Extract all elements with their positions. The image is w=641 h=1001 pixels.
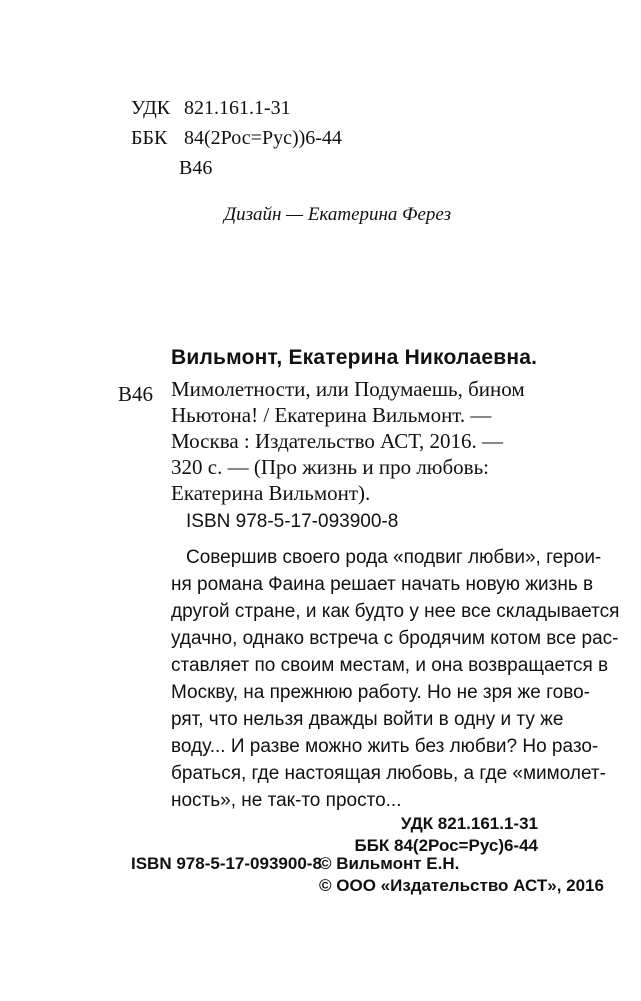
bottom-bbk: ББК 84(2Рос=Рус)6-44 [354, 836, 538, 855]
author-heading: Вильмонт, Екатерина Николаевна. [171, 346, 538, 369]
copyright-publisher: © ООО «Издательство АСТ», 2016 [319, 876, 604, 895]
annotation-line: Совершив своего рода «подвиг любви», герои- [186, 547, 602, 568]
annotation-line: рят, что нельзя дважды войти в одну и ту же [171, 709, 564, 730]
bbk-value: 84(2Рос=Рус))6-44 [184, 127, 342, 149]
bibliographic-line-2: Ньютона! / Екатерина Вильмонт. — [171, 403, 492, 427]
udk-label: УДК [131, 97, 171, 119]
bottom-isbn: ISBN 978-5-17-093900-8 [131, 854, 322, 873]
bottom-udk: УДК 821.161.1-31 [400, 814, 538, 833]
bibliographic-line-1: Мимолетности, или Подумаешь, бином [171, 377, 525, 401]
isbn-main: ISBN 978-5-17-093900-8 [186, 511, 399, 532]
author-mark: В46 [179, 157, 213, 179]
annotation-line: удачно, однако встреча с бродячим котом все рас- [171, 628, 619, 649]
annotation-line: Москву, на прежнюю работу. Но не зря же гово- [171, 682, 590, 703]
annotation-line: ность», не так-то просто... [171, 790, 402, 811]
bibliographic-line-3: Москва : Издательство АСТ, 2016. — [171, 429, 503, 453]
annotation-line: воду... И разве можно жить без любви? Но разо- [171, 736, 599, 757]
bbk-line [131, 127, 342, 150]
udk-line [131, 97, 291, 120]
bibliographic-line-4: 320 с. — (Про жизнь и про любовь: [171, 455, 489, 479]
annotation-line: браться, где настоящая любовь, а где «мимолет- [171, 763, 606, 784]
annotation-line: ставляет по своим местам, и она возвращается в [171, 655, 609, 676]
bbk-label: ББК [131, 127, 168, 149]
udk-value: 821.161.1-31 [184, 97, 291, 119]
annotation-line: ня романа Фаина решает начать новую жизнь в [171, 574, 594, 595]
annotation-line: другой стране, и как будто у нее все складывается [171, 601, 620, 622]
designer-credit: Дизайн — Екатерина Ферез [224, 204, 451, 225]
side-author-mark: В46 [118, 382, 154, 406]
bibliographic-line-5: Екатерина Вильмонт). [171, 481, 371, 505]
copyright-author: © Вильмонт Е.Н. [319, 854, 460, 873]
